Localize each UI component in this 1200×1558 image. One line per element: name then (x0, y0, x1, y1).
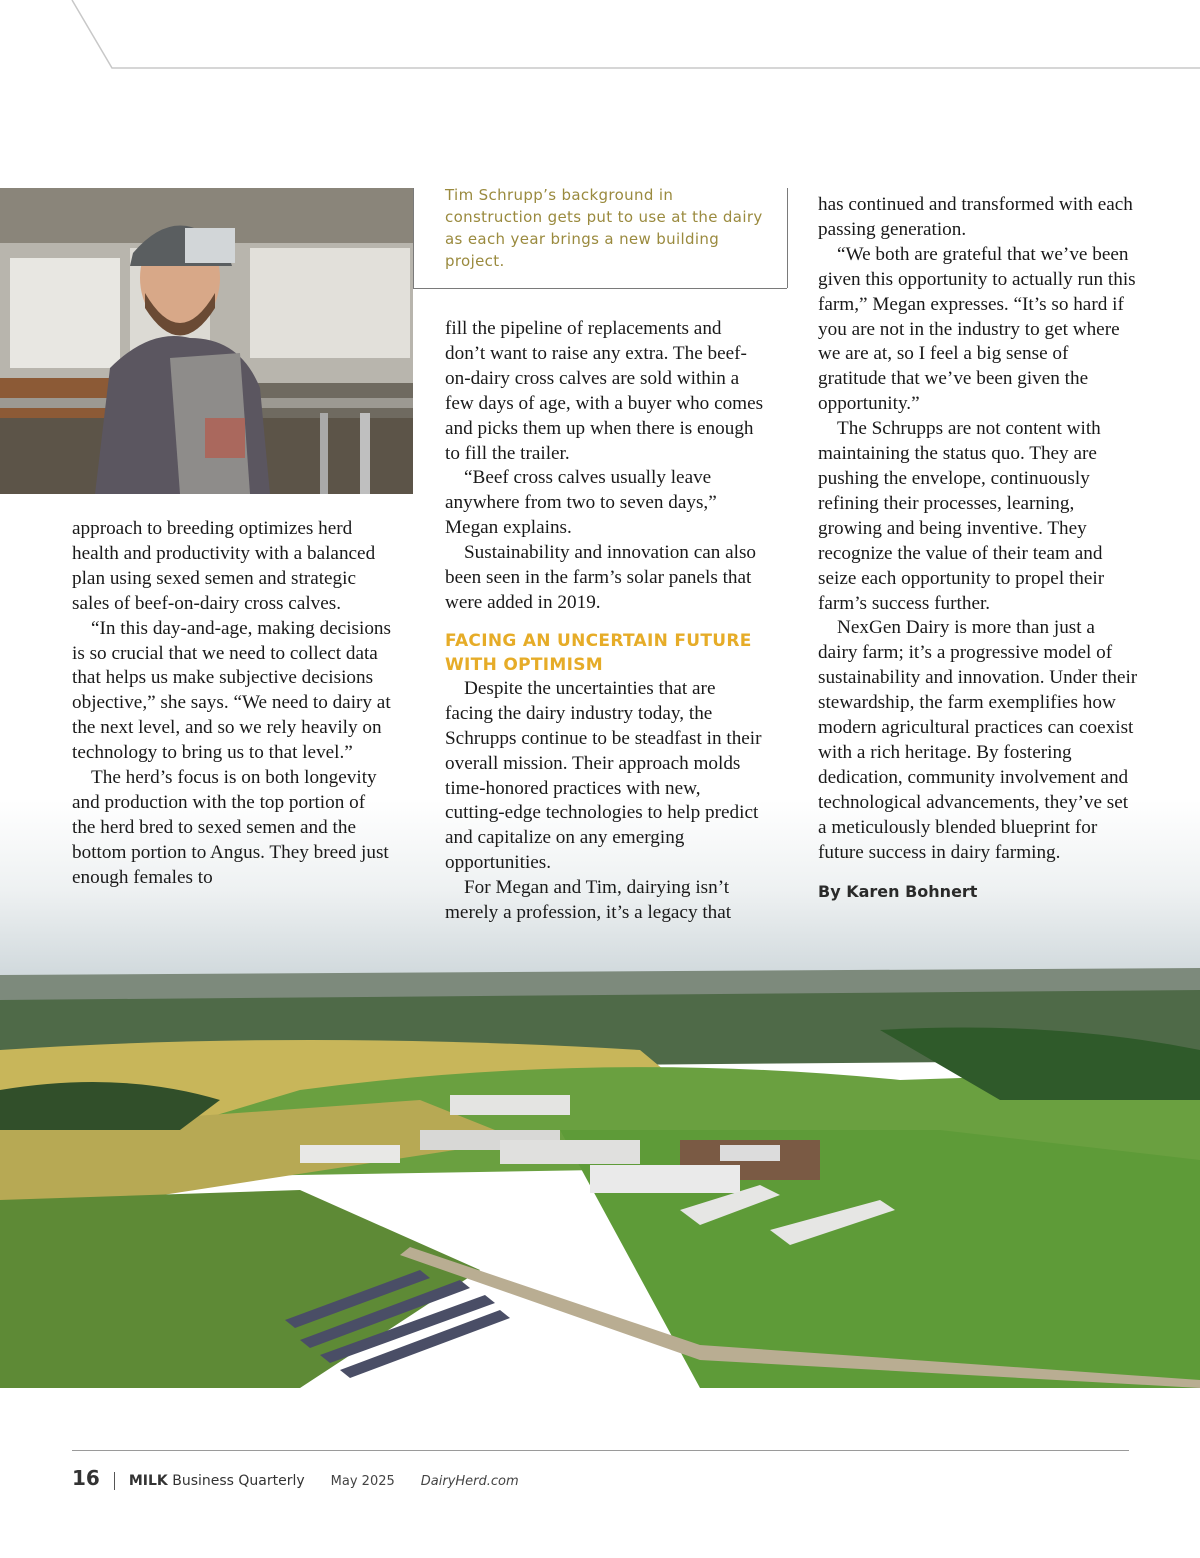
text-column-2 (445, 317, 765, 926)
paragraph: NexGen Dairy is more than just a dairy farm; it’s a progressive model of sustainability and innovation. Under their stewardship, the farm exemplifies how modern agricultural practices can coexist with a rich heritage. By fostering dedication, community involvement and technological advancements, they’ve set a meticulously blended blueprint for future success in dairy farming. (818, 617, 1138, 863)
page-footer (72, 1466, 519, 1496)
paragraph: fill the pipeline of replacements and don’t want to raise any extra. The beef-on-dairy cross calves are sold within a few days of age, with a buyer who comes and picks them up when there is enough to fill the trailer. (445, 318, 764, 464)
text-column-1 (72, 517, 392, 891)
paragraph: Despite the uncertainties that are facing the dairy industry today, the Schrupps continue to be steadfast in their overall mission. Their approach molds time-honored practices with new, cutting-edge technologies to help predict and capitalize on any emerging opportunities. (445, 677, 762, 874)
paragraph: Sustainability and innovation can also been seen in the farm’s solar panels that were added in 2019. (445, 542, 757, 613)
footer-rule (72, 1450, 1129, 1451)
paragraph: “We both are grateful that we’ve been given this opportunity to actually run this farm,” Megan expresses. “It’s so hard if you are not in the industry to get where we are at, so I feel a big sense of gratitude that we’ve been given the opportunity.” (818, 243, 1136, 415)
magazine-name-rest: Business Quarterly (167, 1473, 305, 1489)
header-decorative-line (0, 0, 1200, 80)
footer-separator (114, 1472, 115, 1490)
website-link[interactable]: DairyHerd.com (420, 1474, 519, 1489)
column-rule-left (413, 188, 414, 288)
paragraph: The Schrupps are not content with maintaining the status quo. They are pushing the envelope, continuously refining their processes, learning, growing and being inventive. They recognize the value of their team and seize each opportunity to propel their farm’s success further. (818, 418, 1105, 614)
text-column-3 (818, 193, 1138, 905)
paragraph: has continued and transformed with each passing generation. (818, 194, 1133, 240)
paragraph: approach to breeding optimizes herd health and productivity with a balanced plan using sexed semen and strategic sales of beef-on-dairy cross calves. (72, 518, 376, 614)
paragraph: “Beef cross calves usually leave anywhere from two to seven days,” Megan explains. (445, 467, 717, 539)
section-subhead: FACING AN UNCERTAIN FUTURE WITH OPTIMISM (445, 630, 752, 675)
byline: By Karen Bohnert (818, 882, 978, 902)
magazine-name (129, 1473, 305, 1489)
photo-caption: Tim Schrupp’s background in construction gets put to use at the dairy as each year brings a new building project. (445, 186, 763, 270)
paragraph: The herd’s focus is on both longevity and production with the top portion of the herd bred to sexed semen and the bottom portion to Angus. They breed just enough females to (72, 767, 389, 888)
issue-date: May 2025 (330, 1474, 395, 1489)
page-number: 16 (72, 1466, 100, 1490)
paragraph: “In this day-and-age, making decisions is so crucial that we need to collect data that helps us make subjective decisions objective,” she says. “We need to dairy at the next level, and so we rely heavily on technology to bring us to that level.” (72, 617, 391, 764)
portrait-photo (0, 188, 413, 494)
caption-bottom-rule (413, 288, 787, 289)
column-rule-right (787, 188, 788, 288)
paragraph: For Megan and Tim, dairying isn’t merely a profession, it’s a legacy that (445, 877, 732, 924)
magazine-name-bold: MILK (128, 1473, 168, 1489)
